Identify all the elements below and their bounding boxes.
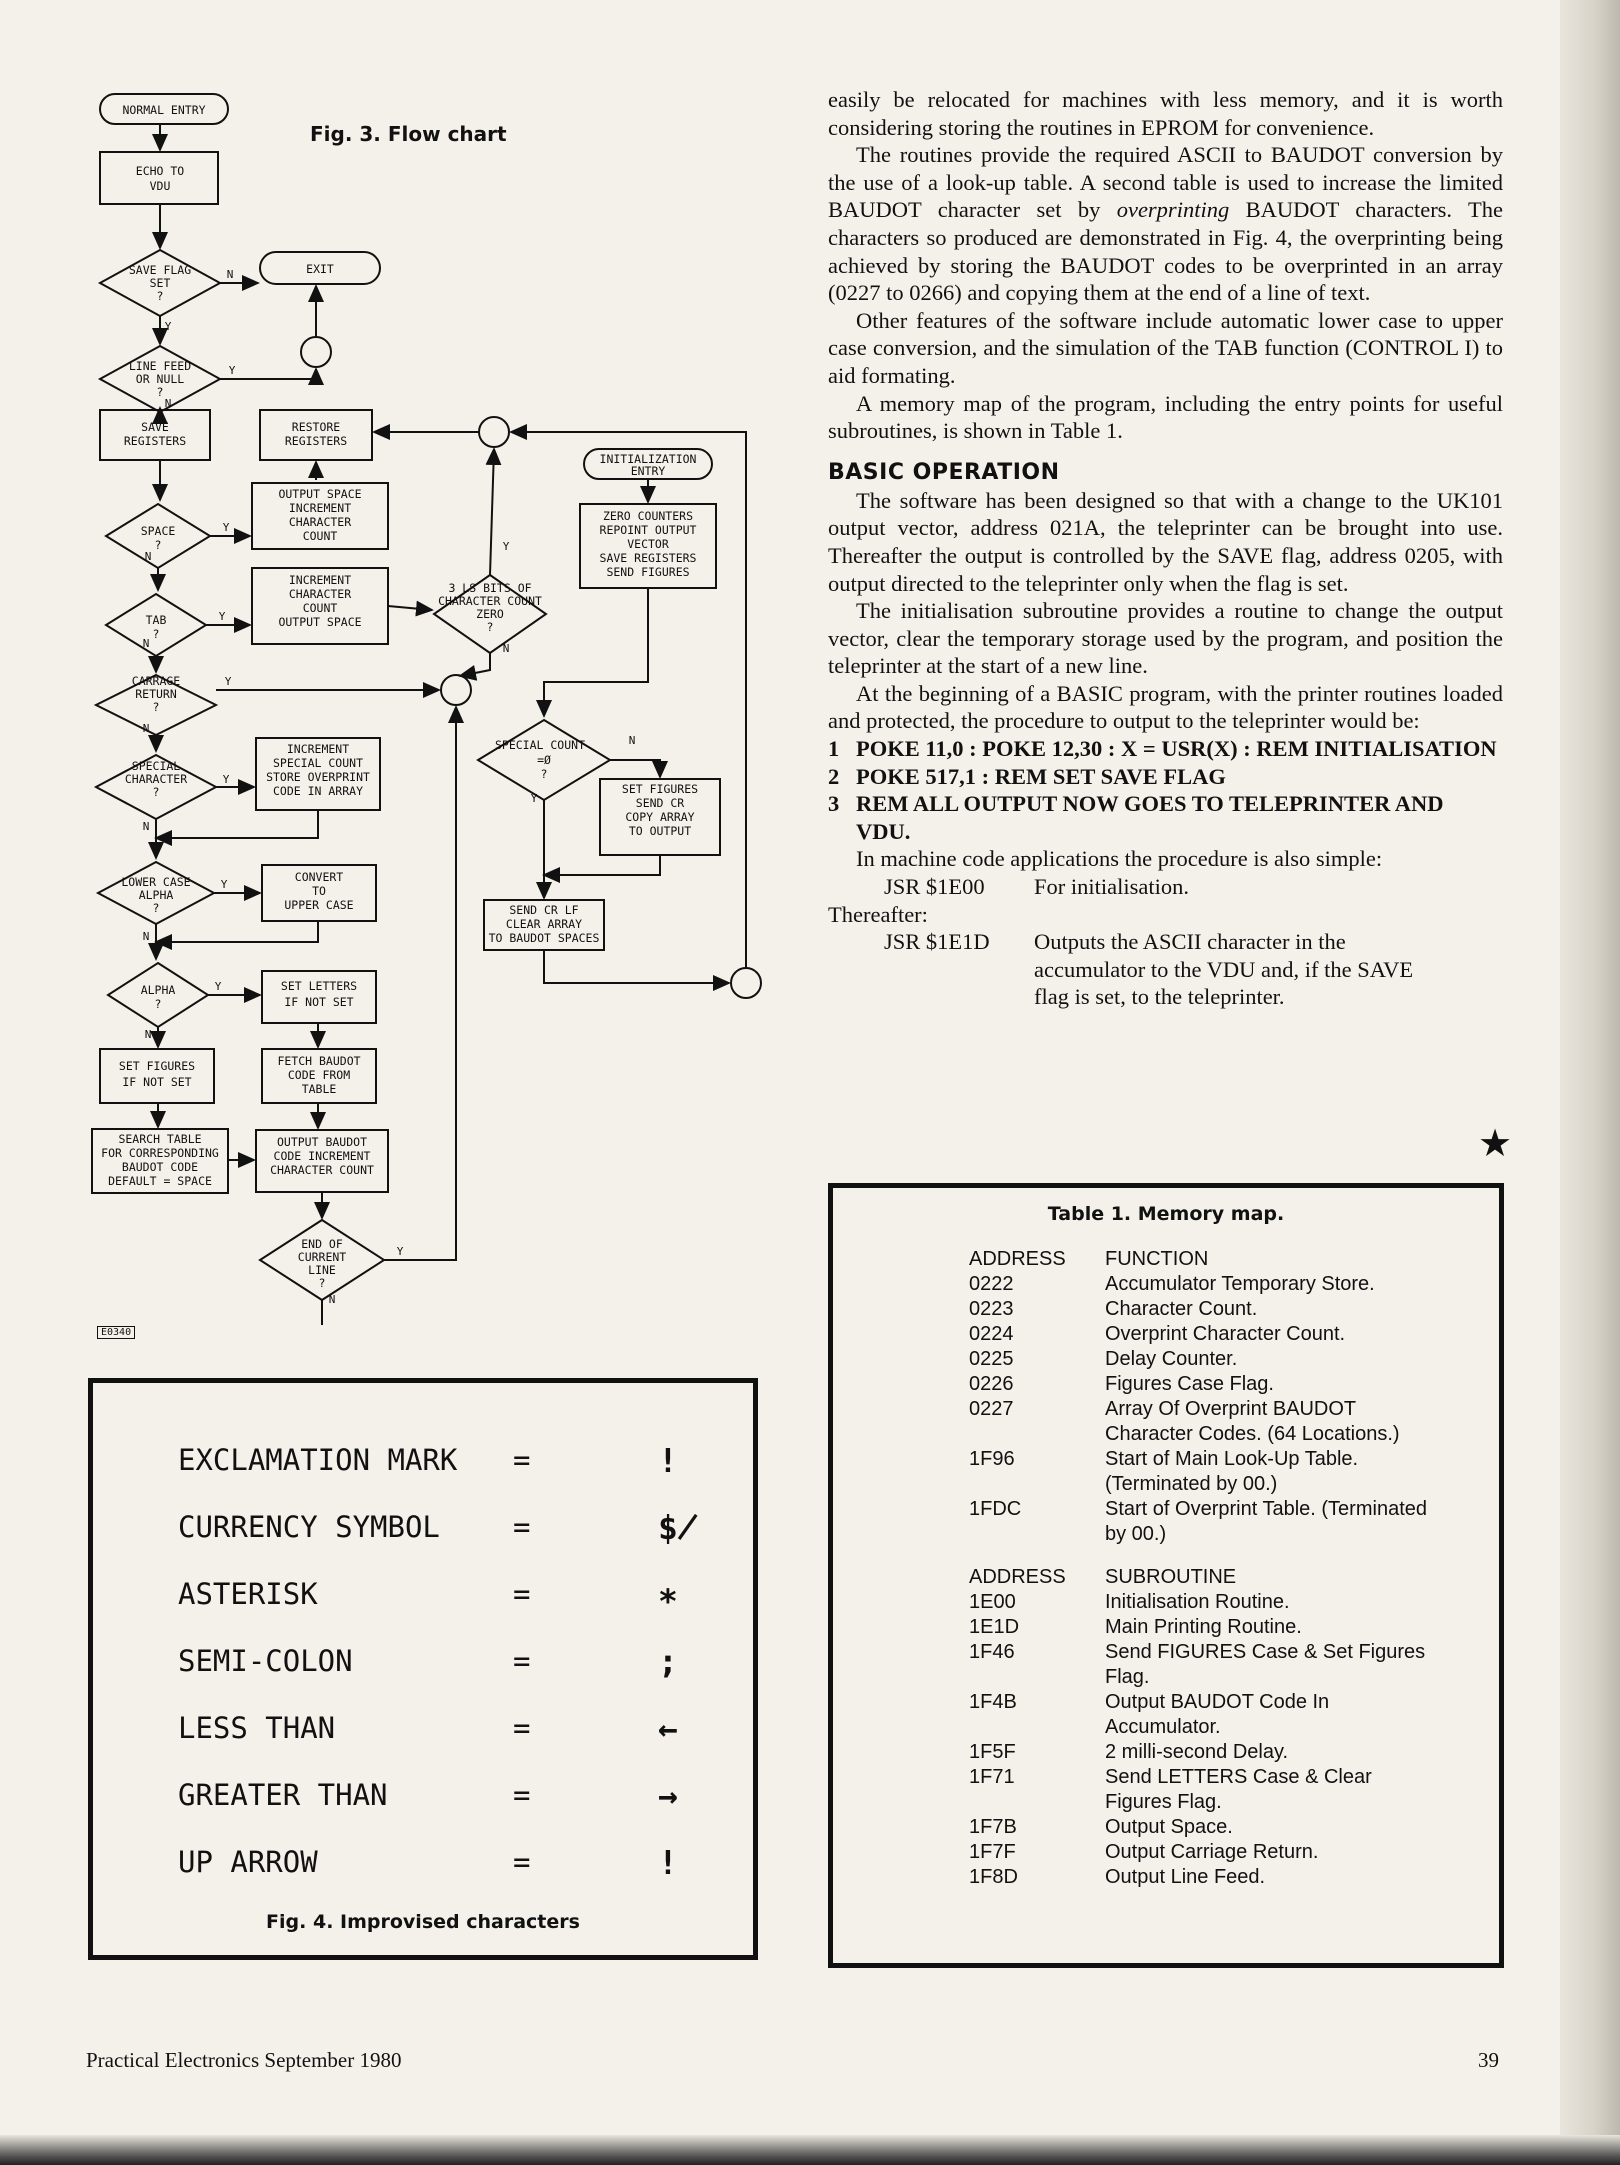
fc-branch-label: Y	[222, 521, 230, 534]
fc-node-label: SPACE	[140, 524, 176, 538]
char-name: LESS THAN	[178, 1711, 336, 1745]
table-row: 0226 Figures Case Flag.	[969, 1373, 1274, 1395]
fc-node-label: DEFAULT = SPACE	[108, 1174, 212, 1188]
char-name: SEMI-COLON	[178, 1644, 353, 1678]
fc-node-label: IF NOT SET	[122, 1075, 192, 1089]
fc-node-label: CONVERT	[294, 870, 344, 884]
fc-node-label: TABLE	[301, 1082, 337, 1096]
fc-node-label: REPOINT OUTPUT	[599, 523, 697, 537]
basic-line: 1 POKE 11,0 : POKE 12,30 : X = USR(X) : REM INITIALISATION	[828, 736, 1497, 762]
fc-node-label: VDU	[149, 179, 171, 193]
fc-branch-label: N	[142, 722, 150, 735]
char-eq: =	[513, 1711, 531, 1745]
fc-branch-label: N	[142, 637, 150, 650]
fc-node-label: ZERO	[476, 607, 504, 621]
fc-node-label: INITIALIZATION	[599, 452, 697, 466]
fc-node-label: =Ø	[537, 753, 551, 767]
char-symbol: ∗	[658, 1575, 678, 1614]
fc-branch-label: Y	[502, 540, 510, 553]
fc-node-label: ALPHA	[140, 983, 176, 997]
fc-node-label: TO	[312, 884, 326, 898]
table-row: 1E1D Main Printing Routine.	[969, 1616, 1302, 1638]
fc-node-label: CHARACTER	[124, 772, 188, 786]
char-eq: =	[513, 1577, 531, 1611]
page-edge-shadow	[1560, 0, 1620, 2165]
fc-node-label: ?	[486, 620, 494, 634]
fc-node-label: CHARACTER	[288, 515, 352, 529]
paragraph: The initialisation subroutine provides a routine to change the output vector, clear the temporary storage used by the program, and position the teleprinter at the start of a new line.	[828, 598, 1503, 679]
fc-node-label: CODE FROM	[287, 1068, 351, 1082]
fc-node-label: ?	[540, 767, 548, 781]
paragraph: Other features of the software include automatic lower case to upper case conversion, and the simulation of the TAB function (CONTROL I) to aid formating.	[828, 307, 1503, 388]
char-symbol: ←	[658, 1709, 678, 1748]
fc-branch-label: N	[142, 820, 150, 833]
fc-node-label: SET LETTERS	[280, 979, 358, 993]
fc-node-label: INCREMENT	[288, 501, 352, 515]
char-name: ASTERISK	[178, 1577, 318, 1611]
fc-node-label: LINE	[308, 1263, 336, 1277]
char-row	[178, 1845, 718, 1895]
fc-echo-vdu	[100, 152, 218, 204]
fc-node-label: RETURN	[135, 687, 177, 701]
fc-node-label: CHARACTER	[288, 587, 352, 601]
fc-node-label: COPY ARRAY	[625, 810, 695, 824]
fc-node-label: TO BAUDOT SPACES	[488, 931, 600, 945]
char-row	[178, 1510, 718, 1560]
page-number: 39	[1478, 2048, 1499, 2072]
fc-node-label: CLEAR ARRAY	[505, 917, 583, 931]
char-row	[178, 1711, 718, 1761]
fc-node-label: SAVE REGISTERS	[599, 551, 697, 565]
char-symbol: →	[658, 1776, 678, 1815]
fc-node-label: OUTPUT SPACE	[278, 615, 362, 629]
fc-node-label: CODE INCREMENT	[273, 1149, 371, 1163]
memory-map-table	[828, 1183, 1504, 1968]
fc-node-label: ALPHA	[138, 888, 174, 902]
fc-branch-label: N	[144, 550, 152, 563]
fc-node-label: ?	[152, 700, 160, 714]
section-heading: BASIC OPERATION	[828, 459, 1060, 485]
fc-node-label: VECTOR	[627, 537, 669, 551]
table-row: 1F71 Send LETTERS Case & Clear Figures Flag.	[969, 1766, 1372, 1813]
fc-branch-label: Y	[222, 773, 230, 786]
fc-node-label: SAVE	[141, 420, 169, 434]
fc-branch-label: N	[144, 1028, 152, 1041]
fc-node-label: SPECIAL COUNT	[272, 756, 364, 770]
fc-node-label: BAUDOT CODE	[121, 1160, 199, 1174]
fc-node-label: SET	[149, 276, 171, 290]
fc-node-label: IF NOT SET	[284, 995, 354, 1009]
table-header: ADDRESS SUBROUTINE	[969, 1566, 1237, 1588]
fc-node-label: FETCH BAUDOT	[277, 1054, 361, 1068]
fc-node-label: ?	[152, 901, 160, 915]
figure-code-tag: E0340	[97, 1326, 135, 1339]
thereafter-label: Thereafter:	[828, 901, 928, 927]
fc-node-label: ?	[154, 997, 162, 1011]
flowchart-diagram	[60, 80, 780, 1330]
fc-node-label: SEND CR	[635, 796, 685, 810]
fc-node-label: UPPER CASE	[284, 898, 354, 912]
fc-node-label: RESTORE	[291, 420, 341, 434]
paragraph: A memory map of the program, including the entry points for useful subroutines, is shown in Table 1.	[828, 390, 1503, 444]
fc-node-label: ?	[154, 538, 162, 552]
fc-node-label: TAB	[145, 613, 167, 627]
char-row	[178, 1778, 718, 1828]
fc-node-label: SPECIAL COUNT	[494, 738, 586, 752]
char-row	[178, 1577, 718, 1627]
table-row: 1F46 Send FIGURES Case & Set Figures Flag.	[969, 1641, 1426, 1688]
fc-node-label: SPECIAL	[131, 759, 181, 773]
char-symbol: $̸	[658, 1508, 698, 1547]
fc-node-label: INCREMENT	[286, 742, 350, 756]
article-column	[828, 86, 1503, 1011]
fc-node-label: CURRENT	[297, 1250, 347, 1264]
fc-node-label: OUTPUT SPACE	[278, 487, 362, 501]
fc-junction-1	[301, 337, 331, 367]
fc-branch-label: Y	[396, 1245, 404, 1258]
char-name: CURRENCY SYMBOL	[178, 1510, 440, 1544]
fc-branch-label: N	[502, 642, 510, 655]
jsr-line: JSR $1E00 For initialisation.	[884, 874, 1189, 900]
fc-node-label: CHARACTER COUNT	[438, 594, 542, 608]
paragraph: At the beginning of a BASIC program, with the printer routines loaded and protected, the procedure to output to the teleprinter would be:	[828, 680, 1503, 734]
fc-branch-label: N	[164, 397, 172, 410]
fc-branch-label: N	[142, 930, 150, 943]
fc-node-label: INCREMENT	[288, 573, 352, 587]
fc-node-label: ECHO TO	[135, 164, 185, 178]
char-eq: =	[513, 1845, 531, 1879]
fc-node-label: ?	[152, 627, 160, 641]
paragraph: The routines provide the required ASCII to BAUDOT conversion by the use of a look-up table. A second table is used to increase the limited BAUDOT character set by overprinting BAUDOT characters. The characters so produced are demonstrated in Fig. 4, the overprinting being achieved by storing the BAUDOT codes to be overprinted in an array (0227 to 0266) and copying them at the end of a line of text.	[828, 142, 1503, 306]
fc-branch-label: N	[328, 1293, 336, 1306]
table-row: 0224 Overprint Character Count.	[969, 1323, 1346, 1345]
fc-node-label: LOWER CASE	[121, 875, 191, 889]
char-name: GREATER THAN	[178, 1778, 388, 1812]
fc-node-label: OR NULL	[135, 372, 185, 386]
paragraph: easily be relocated for machines with less memory, and it is worth considering storing the routines in EPROM for convenience.	[828, 87, 1503, 140]
char-eq: =	[513, 1443, 531, 1477]
fc-node-label: LINE FEED	[128, 359, 192, 373]
paragraph: The software has been designed so that with a change to the UK101 output vector, address 021A, the teleprinter can be brought into use. Thereafter the output is controlled by the SAVE flag, address 0205, with output directed to the teleprinter only when the flag is set.	[828, 487, 1503, 596]
fc-branch-label: Y	[224, 675, 232, 688]
fc-t: NORMAL ENTRY	[122, 103, 206, 117]
table-row: 1F96 Start of Main Look-Up Table. (Terminated by 00.)	[969, 1448, 1359, 1495]
fc-node-label: SET FIGURES	[621, 782, 699, 796]
basic-line: 2 POKE 517,1 : REM SET SAVE FLAG	[828, 763, 1226, 789]
char-name: UP ARROW	[178, 1845, 318, 1879]
char-eq: =	[513, 1644, 531, 1678]
fc-node-label: OUTPUT BAUDOT	[276, 1135, 368, 1149]
table-row: 1F7B Output Space.	[969, 1816, 1233, 1838]
fc-node-label: FOR CORRESPONDING	[101, 1146, 219, 1160]
fc-node-label: REGISTERS	[284, 434, 348, 448]
table-row: 0225 Delay Counter.	[969, 1348, 1238, 1370]
fc-node-label: SEND CR LF	[509, 903, 579, 917]
char-row	[178, 1443, 718, 1493]
fc-node-label: END OF	[301, 1237, 343, 1251]
table-row: 1E00 Initialisation Routine.	[969, 1591, 1290, 1613]
fig4-caption: Fig. 4. Improvised characters	[266, 1911, 580, 1933]
fc-node-label: ENTRY	[630, 464, 666, 478]
table-row: 1F8D Output Line Feed.	[969, 1866, 1266, 1888]
fc-node-label: REGISTERS	[123, 434, 187, 448]
table-row: 1F5F 2 milli-second Delay.	[969, 1741, 1289, 1763]
table-header: ADDRESS FUNCTION	[969, 1248, 1209, 1270]
fc-node-label: SEARCH TABLE	[118, 1132, 202, 1146]
fc-node-label: CARRAGE	[131, 674, 181, 688]
fig4-box	[88, 1378, 758, 1960]
table-row: 0222 Accumulator Temporary Store.	[969, 1273, 1375, 1295]
fc-branch-label: Y	[530, 792, 538, 805]
fc-node-label: ?	[152, 785, 160, 799]
fc-node-label: ?	[156, 385, 164, 399]
table-title: Table 1. Memory map.	[1047, 1203, 1285, 1225]
fc-junction-3	[441, 675, 471, 705]
table-row: 0227 Array Of Overprint BAUDOT Character Codes. (64 Locations.)	[969, 1398, 1400, 1445]
fc-node-label: EXIT	[306, 262, 334, 276]
footer-publication: Practical Electronics September 1980	[86, 2048, 402, 2072]
fc-node-label: SET FIGURES	[118, 1059, 196, 1073]
char-symbol: !	[658, 1843, 678, 1882]
fc-branch-label: Y	[164, 320, 172, 333]
fc-branch-label: Y	[218, 610, 226, 623]
fc-branch-label: N	[628, 734, 636, 747]
fig3-title: Fig. 3. Flow chart	[310, 122, 507, 146]
fc-node-label: 3 LS BITS OF	[448, 581, 532, 595]
fc-node-label: ?	[318, 1276, 326, 1290]
fc-node-label: COUNT	[302, 601, 338, 615]
fc-node-label: STORE OVERPRINT	[266, 770, 370, 784]
fc-branch-label: N	[226, 268, 234, 281]
fc-node-label: ZERO COUNTERS	[602, 509, 694, 523]
fc-branch-label: Y	[228, 364, 236, 377]
fc-junction-4	[731, 968, 761, 998]
char-name: EXCLAMATION MARK	[178, 1443, 458, 1477]
fc-branch-label: Y	[220, 878, 228, 891]
fc-node-label: CHARACTER COUNT	[270, 1163, 374, 1177]
table-row: 1F4B Output BAUDOT Code In Accumulator.	[969, 1691, 1330, 1738]
fc-branch-label: Y	[214, 980, 222, 993]
table-row: 1FDC Start of Overprint Table. (Terminated by 00.)	[969, 1498, 1427, 1545]
fc-node-label: ?	[156, 289, 164, 303]
fc-node-label: SAVE FLAG	[128, 263, 192, 277]
char-row	[178, 1644, 718, 1694]
table-row: 0223 Character Count.	[969, 1298, 1258, 1320]
jsr-line: JSR $1E1D Outputs the ASCII character in the accumulator to the VDU and, if the SAVE flag is set, to the teleprinter.	[884, 929, 1414, 1010]
fc-junction-2	[479, 417, 509, 447]
char-symbol: ;	[658, 1642, 678, 1681]
basic-line: 3 REM ALL OUTPUT NOW GOES TO TELEPRINTER AND VDU.	[828, 791, 1444, 844]
fc-node-label: COUNT	[302, 529, 338, 543]
fc-node-label: CODE IN ARRAY	[272, 784, 364, 798]
char-eq: =	[513, 1778, 531, 1812]
char-eq: =	[513, 1510, 531, 1544]
end-star-icon: ★	[1478, 1123, 1513, 1165]
char-symbol: !	[658, 1441, 678, 1480]
fc-node-label: TO OUTPUT	[628, 824, 692, 838]
table-row: 1F7F Output Carriage Return.	[969, 1841, 1319, 1863]
page-bottom-shadow	[0, 2135, 1620, 2165]
paragraph: In machine code applications the procedure is also simple:	[856, 846, 1383, 872]
fc-node-label: SEND FIGURES	[606, 565, 690, 579]
